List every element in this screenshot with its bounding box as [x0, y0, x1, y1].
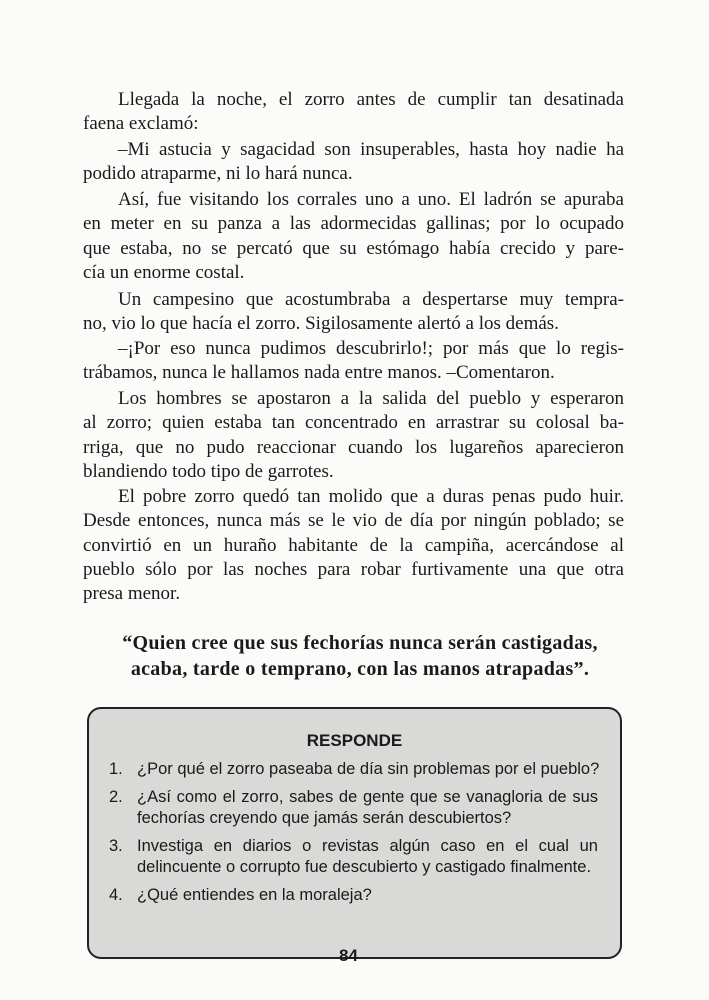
- text-line: faena exclamó:: [83, 113, 199, 135]
- page-number: 84: [339, 946, 358, 965]
- text-line: rriga, que no pudo reaccionar cuando los lugareños aparecieron: [83, 436, 624, 458]
- text-line: –¡Por eso nunca pudimos descubrirlo!; por más que lo regis-: [118, 338, 624, 359]
- moral-quote: [60, 630, 660, 682]
- question-text: [137, 885, 598, 906]
- text-line: Desde entonces, nunca más se le vio de día por ningún poblado; se: [83, 510, 624, 532]
- text-line: al zorro; quien estaba tan concentrado en arrastrar su colosal ba-: [83, 412, 624, 434]
- text-line: trábamos, nunca le hallamos nada entre manos. –Comentaron.: [83, 362, 555, 384]
- moral-line: acaba, tarde o temprano, con las manos atrapadas”.: [130, 658, 590, 680]
- question-text: [137, 787, 598, 829]
- text-line: pueblo sólo por las noches para robar furtivamente una que otra: [83, 558, 624, 580]
- paragraph: [83, 138, 624, 187]
- text-line: –Mi astucia y sagacidad son insuperables, hasta hoy nadie ha: [118, 139, 624, 160]
- text-line: que estaba, no se percató que su estómago había crecido y pare-: [83, 237, 624, 259]
- question-line: Investiga en diarios o revistas algún caso en el cual un: [137, 837, 598, 855]
- responde-title: RESPONDE: [306, 731, 403, 750]
- text-line: Así, fue visitando los corrales uno a uno. El ladrón se apuraba: [118, 189, 624, 210]
- paragraph: [83, 485, 624, 606]
- question-number: 1.: [109, 760, 123, 778]
- question-line: fechorías creyendo que jamás serán descubiertos?: [137, 809, 512, 827]
- paragraph: [83, 188, 624, 285]
- question-item: [109, 885, 598, 906]
- text-line: en meter en su panza a las adormecidas gallinas; por lo ocupado: [83, 213, 624, 235]
- question-item: [109, 759, 598, 780]
- responde-box: [87, 707, 622, 959]
- question-line: ¿Así como el zorro, sabes de gente que se vanagloria de sus: [137, 788, 598, 806]
- question-line: ¿Qué entiendes en la moraleja?: [137, 886, 372, 904]
- text-line: podido atraparme, ni lo hará nunca.: [83, 163, 353, 185]
- question-text: [137, 836, 598, 878]
- question-number: 4.: [109, 886, 123, 904]
- question-number: 3.: [109, 837, 123, 855]
- question-item: [109, 836, 598, 878]
- text-line: Llegada la noche, el zorro antes de cumplir tan desatinada: [118, 89, 624, 110]
- question-item: [109, 787, 598, 829]
- text-line: Un campesino que acostumbraba a despertarse muy tempra-: [118, 289, 624, 310]
- text-line: convirtió en un huraño habitante de la campiña, acercándose al: [83, 534, 624, 556]
- paragraph: [83, 288, 624, 337]
- paragraph: [83, 88, 624, 137]
- paragraph: [83, 387, 624, 484]
- text-line: cía un enorme costal.: [83, 261, 245, 283]
- text-line: no, vio lo que hacía el zorro. Sigilosamente alertó a los demás.: [83, 313, 559, 335]
- question-text: [137, 759, 599, 780]
- text-line: blandiendo todo tipo de garrotes.: [83, 460, 334, 482]
- question-line: ¿Por qué el zorro paseaba de día sin problemas por el pueblo?: [137, 760, 600, 778]
- question-line: delincuente o corrupto fue descubierto y castigado finalmente.: [137, 858, 592, 876]
- text-line: presa menor.: [83, 583, 181, 605]
- paragraph: [83, 337, 624, 386]
- text-line: Los hombres se apostaron a la salida del pueblo y esperaron: [118, 388, 624, 409]
- question-list: [109, 759, 598, 913]
- text-line: El pobre zorro quedó tan molido que a duras penas pudo huir.: [118, 486, 624, 507]
- moral-line: “Quien cree que sus fechorías nunca serán castigadas,: [122, 632, 598, 654]
- question-number: 2.: [109, 788, 123, 806]
